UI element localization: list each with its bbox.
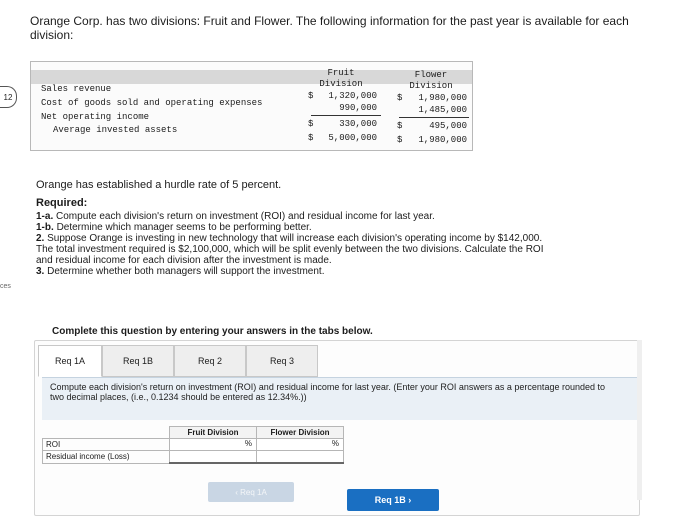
answer-col-fruit-header: Fruit Division bbox=[170, 427, 257, 439]
required-item bbox=[36, 244, 636, 255]
required-item bbox=[36, 266, 636, 277]
flower-cogs: 1,485,000 bbox=[418, 105, 467, 115]
flower-roi-percent-sign: % bbox=[331, 439, 339, 448]
sidebar-label: ces bbox=[0, 283, 11, 290]
division-data-table bbox=[30, 61, 473, 151]
tab-req-1b[interactable]: Req 1B bbox=[102, 345, 174, 377]
answer-table bbox=[42, 426, 344, 464]
fruit-dollar: $ bbox=[308, 133, 314, 143]
problem-intro: Orange Corp. has two divisions: Fruit and Flower. The following information for the past year is available for each division: bbox=[30, 14, 629, 42]
question-text: Compute each division's return on investment (ROI) and residual income for last year. (Enter your ROI answers as a percentage rounded to two decimal places, (i.e., 0.1234 should be entered as 12.34%.)) bbox=[50, 382, 605, 402]
fruit-header-line-2: Division bbox=[319, 79, 363, 89]
row-label-cogs: Cost of goods sold and operating expenses bbox=[41, 98, 263, 108]
tab-req-2[interactable]: Req 2 bbox=[174, 345, 246, 377]
flower-dollar: $ bbox=[397, 121, 403, 131]
flower-division-header bbox=[396, 70, 466, 92]
fruit-dollar: $ bbox=[308, 119, 314, 129]
flower-roi-input[interactable] bbox=[257, 439, 344, 451]
fruit-roi-percent-sign: % bbox=[244, 439, 252, 448]
required-item-text: Compute each division's return on investment (ROI) and residual income for last year. bbox=[56, 211, 435, 222]
required-section bbox=[36, 198, 636, 277]
flower-net-operating-income: 495,000 bbox=[429, 121, 467, 131]
row-label-average-invested-assets: Average invested assets bbox=[53, 125, 178, 135]
required-item bbox=[36, 255, 636, 266]
fruit-dollar: $ bbox=[308, 91, 314, 101]
next-req-button[interactable]: Req 1B › bbox=[347, 489, 439, 511]
required-item-id: 3. bbox=[36, 266, 45, 277]
tab-req-1a[interactable]: Req 1A bbox=[38, 345, 102, 377]
fruit-average-invested-assets: 5,000,000 bbox=[328, 133, 377, 143]
instructions-text: Complete this question by entering your answers in the tabs below. bbox=[52, 326, 373, 337]
fruit-sales-revenue: 1,320,000 bbox=[328, 91, 377, 101]
required-item-id: 1-b. bbox=[36, 222, 54, 233]
row-label-net-operating-income: Net operating income bbox=[41, 112, 150, 122]
required-title: Required: bbox=[36, 197, 88, 209]
scrollbar[interactable] bbox=[637, 340, 642, 500]
fruit-roi-input[interactable] bbox=[170, 439, 257, 451]
required-item-text: Suppose Orange is investing in new technology that will increase each division's operating income by $142,000. bbox=[47, 233, 543, 244]
fruit-residual-income-input[interactable] bbox=[170, 451, 257, 464]
required-item-text: Determine whether both managers will support the investment. bbox=[47, 266, 325, 277]
flower-header-line-1: Flower bbox=[414, 70, 448, 80]
flower-cogs-underline bbox=[399, 117, 469, 118]
fruit-header-line-1: Fruit bbox=[327, 68, 355, 78]
flower-average-invested-assets: 1,980,000 bbox=[418, 135, 467, 145]
fruit-cogs-underline bbox=[311, 115, 381, 116]
fruit-division-header bbox=[306, 68, 376, 90]
required-item bbox=[36, 233, 636, 244]
answer-row-label-residual-income: Residual income (Loss) bbox=[43, 451, 170, 464]
hurdle-rate-text: Orange has established a hurdle rate of 5 percent. bbox=[36, 179, 282, 191]
answer-row-label-roi: ROI bbox=[43, 439, 170, 451]
flower-sales-revenue: 1,980,000 bbox=[418, 93, 467, 103]
fruit-net-operating-income: 330,000 bbox=[339, 119, 377, 129]
required-item-text: The total investment required is $2,100,000, which will be split evenly between the two divisions. Calculate the ROI bbox=[36, 244, 544, 255]
tab-req-3[interactable]: Req 3 bbox=[246, 345, 318, 377]
required-item bbox=[36, 211, 636, 222]
question-number-badge[interactable]: 12 bbox=[0, 86, 17, 108]
row-label-sales-revenue: Sales revenue bbox=[41, 84, 112, 94]
required-item-id: 1-a. bbox=[36, 211, 54, 222]
flower-header-line-2: Division bbox=[409, 81, 453, 91]
required-item bbox=[36, 222, 636, 233]
required-item-text: and residual income for each division after the investment is made. bbox=[36, 255, 332, 266]
fruit-cogs: 990,000 bbox=[339, 103, 377, 113]
answer-table-corner bbox=[43, 427, 170, 439]
prev-req-button[interactable]: ‹ Req 1A bbox=[208, 482, 294, 502]
required-item-id: 2. bbox=[36, 233, 45, 244]
flower-dollar: $ bbox=[397, 93, 403, 103]
flower-dollar: $ bbox=[397, 135, 403, 145]
required-item-text: Determine which manager seems to be performing better. bbox=[56, 222, 312, 233]
answer-col-flower-header: Flower Division bbox=[257, 427, 344, 439]
flower-residual-income-input[interactable] bbox=[257, 451, 344, 464]
